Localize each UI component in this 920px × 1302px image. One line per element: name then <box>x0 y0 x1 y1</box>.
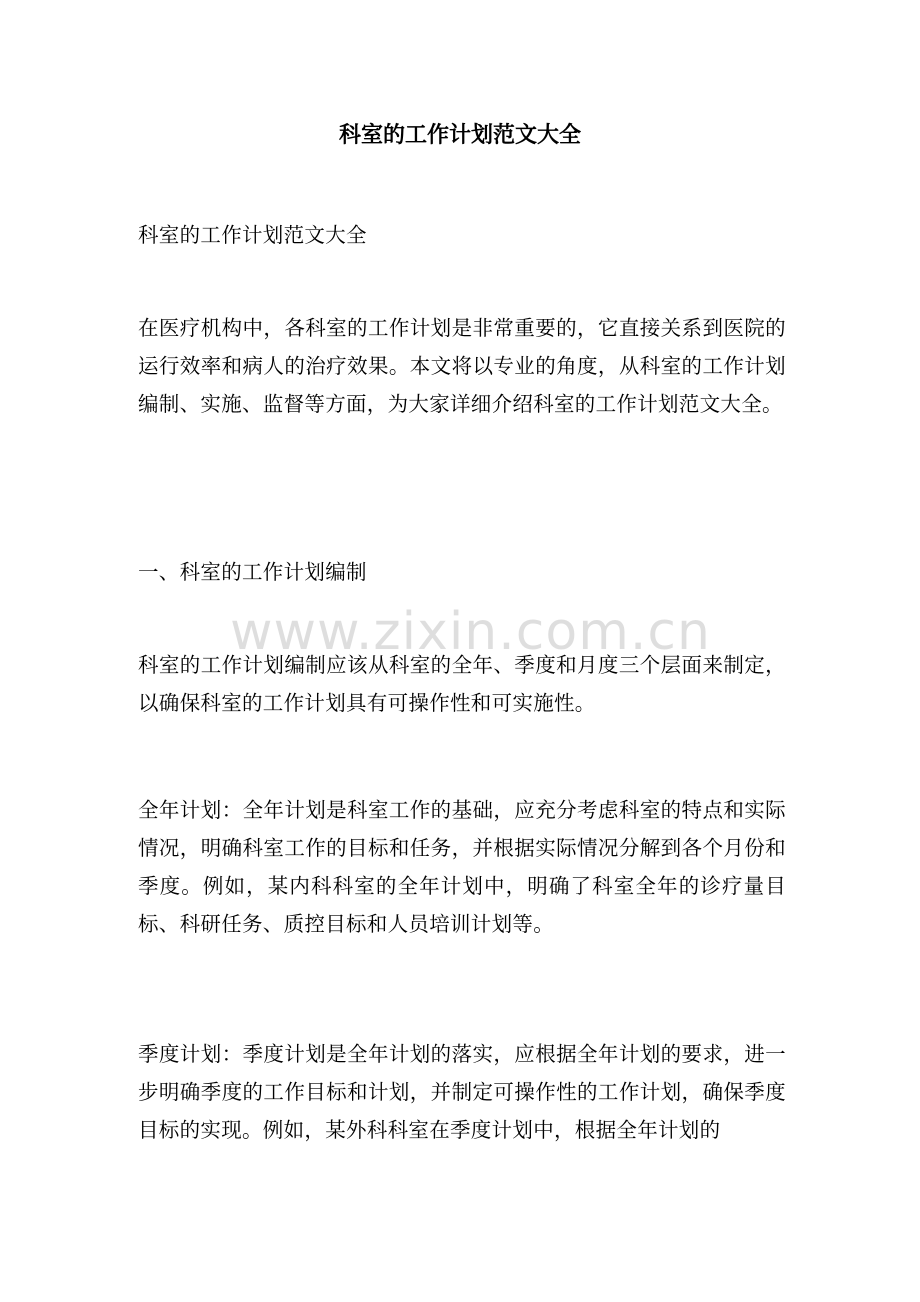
paragraph-quarterly-plan: 季度计划：季度计划是全年计划的落实，应根据全年计划的要求，进一步明确季度的工作目标和计划，并制定可操作性的工作计划，确保季度目标的实现。例如，某外科科室在季度计划中，根据全年计划的 <box>138 1042 786 1142</box>
section-heading-1: 一、科室的工作计划编制 <box>138 560 367 584</box>
paragraph-section1-body: 科室的工作计划编制应该从科室的全年、季度和月度三个层面来制定，以确保科室的工作计划具有可操作性和可实施性。 <box>138 653 786 715</box>
paragraph-intro: 在医疗机构中，各科室的工作计划是非常重要的，它直接关系到医院的运行效率和病人的治疗效果。本文将以专业的角度，从科室的工作计划编制、实施、监督等方面，为大家详细介绍科室的工作计划范文大全。 <box>138 316 786 416</box>
watermark-text: www.zixin.com.cn <box>230 602 711 662</box>
document-subtitle: 科室的工作计划范文大全 <box>138 223 367 247</box>
document-title: 科室的工作计划范文大全 <box>338 123 581 148</box>
paragraph-annual-plan: 全年计划：全年计划是科室工作的基础，应充分考虑科室的特点和实际情况，明确科室工作的目标和任务，并根据实际情况分解到各个月份和季度。例如，某内科科室的全年计划中，明确了科室全年的诊疗量目标、科研任务、质控目标和人员培训计划等。 <box>138 798 786 936</box>
